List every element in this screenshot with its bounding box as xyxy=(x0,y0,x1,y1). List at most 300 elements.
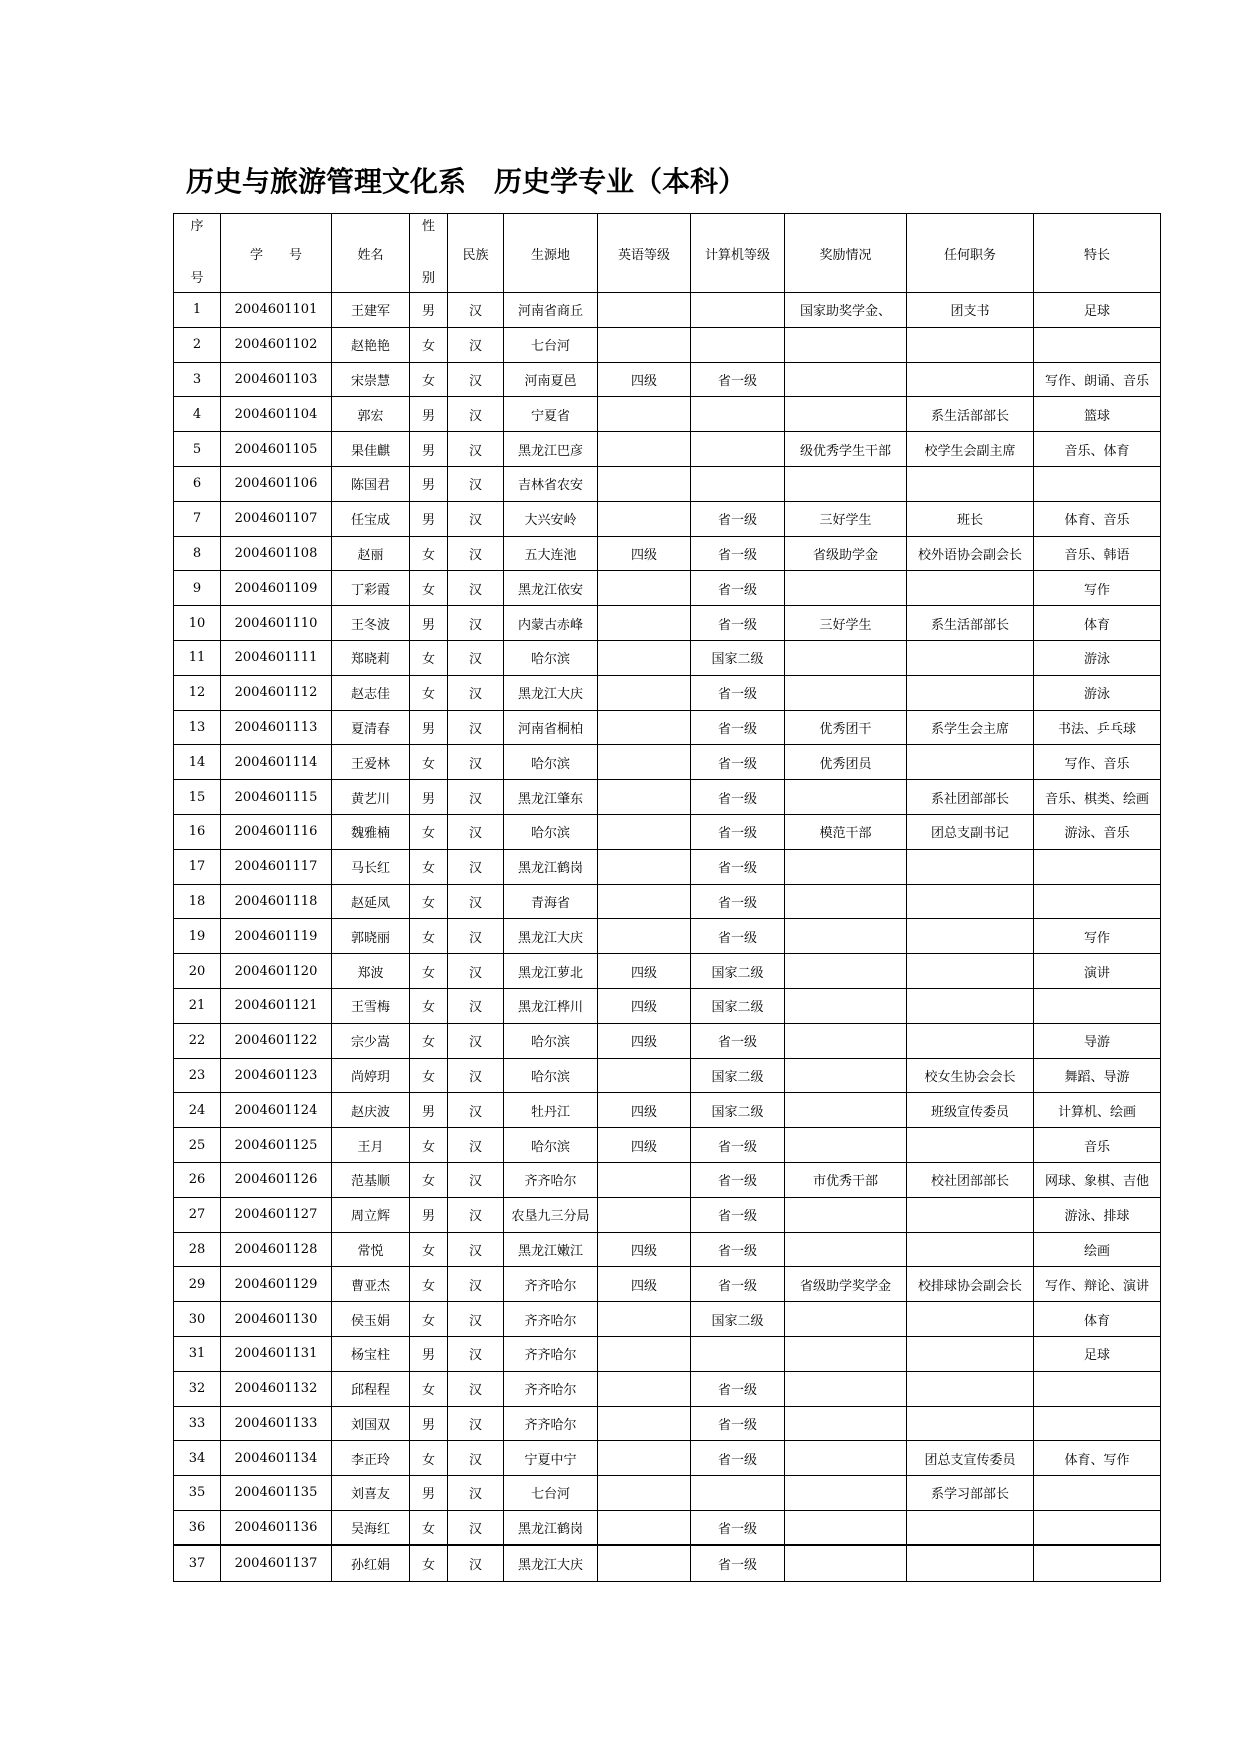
cell-origin: 七台河 xyxy=(504,1476,598,1511)
cell-student-id: 2004601135 xyxy=(221,1476,332,1511)
cell-student-id: 2004601128 xyxy=(221,1232,332,1267)
cell-computer-level: 省一级 xyxy=(691,362,785,397)
cell-awards xyxy=(785,919,907,954)
cell-gender: 女 xyxy=(410,1302,448,1337)
cell-ethnicity: 汉 xyxy=(448,1302,504,1337)
cell-gender: 男 xyxy=(410,1476,448,1511)
cell-computer-level: 国家二级 xyxy=(691,1058,785,1093)
cell-awards: 三好学生 xyxy=(785,501,907,536)
cell-gender: 女 xyxy=(410,919,448,954)
cell-computer-level: 省一级 xyxy=(691,780,785,815)
cell-name: 刘国双 xyxy=(332,1406,410,1441)
cell-gender: 女 xyxy=(410,1058,448,1093)
cell-ethnicity: 汉 xyxy=(448,745,504,780)
cell-name: 赵艳艳 xyxy=(332,327,410,362)
cell-computer-level: 国家二级 xyxy=(691,1093,785,1128)
table-row xyxy=(174,466,1161,501)
cell-student-id: 2004601134 xyxy=(221,1441,332,1476)
cell-ethnicity: 汉 xyxy=(448,1267,504,1302)
cell-gender: 男 xyxy=(410,606,448,641)
cell-specialty: 游泳、排球 xyxy=(1034,1197,1161,1232)
cell-computer-level: 省一级 xyxy=(691,884,785,919)
cell-gender: 女 xyxy=(410,1128,448,1163)
cell-position xyxy=(907,1128,1034,1163)
cell-name: 赵志佳 xyxy=(332,675,410,710)
cell-ethnicity: 汉 xyxy=(448,327,504,362)
table-row xyxy=(174,780,1161,815)
cell-awards: 省级助学金 xyxy=(785,536,907,571)
table-row xyxy=(174,432,1161,467)
cell-seq: 28 xyxy=(174,1232,221,1267)
cell-name: 王建军 xyxy=(332,293,410,328)
cell-specialty: 足球 xyxy=(1034,293,1161,328)
cell-position xyxy=(907,1023,1034,1058)
cell-english-level xyxy=(598,1302,691,1337)
cell-seq: 33 xyxy=(174,1406,221,1441)
cell-awards xyxy=(785,884,907,919)
cell-seq: 31 xyxy=(174,1336,221,1371)
cell-gender: 男 xyxy=(410,397,448,432)
cell-origin: 吉林省农安 xyxy=(504,466,598,501)
cell-position xyxy=(907,919,1034,954)
cell-specialty xyxy=(1034,849,1161,884)
cell-computer-level: 省一级 xyxy=(691,849,785,884)
cell-position xyxy=(907,1406,1034,1441)
cell-position xyxy=(907,1336,1034,1371)
cell-specialty xyxy=(1034,466,1161,501)
cell-seq: 37 xyxy=(174,1545,221,1581)
cell-computer-level: 国家二级 xyxy=(691,1302,785,1337)
table-row xyxy=(174,1302,1161,1337)
cell-seq: 19 xyxy=(174,919,221,954)
cell-awards xyxy=(785,1058,907,1093)
header-name: 姓名 xyxy=(332,214,410,293)
cell-ethnicity: 汉 xyxy=(448,571,504,606)
cell-gender: 女 xyxy=(410,675,448,710)
cell-english-level xyxy=(598,432,691,467)
cell-awards xyxy=(785,954,907,989)
cell-computer-level: 省一级 xyxy=(691,1545,785,1581)
cell-ethnicity: 汉 xyxy=(448,293,504,328)
table-row xyxy=(174,606,1161,641)
cell-student-id: 2004601115 xyxy=(221,780,332,815)
cell-specialty: 网球、象棋、吉他 xyxy=(1034,1162,1161,1197)
cell-gender: 女 xyxy=(410,849,448,884)
cell-position: 班长 xyxy=(907,501,1034,536)
cell-gender: 女 xyxy=(410,954,448,989)
cell-seq: 18 xyxy=(174,884,221,919)
cell-origin: 黑龙江萝北 xyxy=(504,954,598,989)
cell-seq: 35 xyxy=(174,1476,221,1511)
cell-position: 系学生会主席 xyxy=(907,710,1034,745)
cell-student-id: 2004601109 xyxy=(221,571,332,606)
cell-specialty: 体育、写作 xyxy=(1034,1441,1161,1476)
cell-position xyxy=(907,884,1034,919)
cell-computer-level: 省一级 xyxy=(691,1232,785,1267)
cell-seq: 3 xyxy=(174,362,221,397)
cell-gender: 男 xyxy=(410,466,448,501)
cell-ethnicity: 汉 xyxy=(448,1406,504,1441)
cell-name: 郑晓莉 xyxy=(332,640,410,675)
table-row xyxy=(174,1232,1161,1267)
cell-student-id: 2004601116 xyxy=(221,814,332,849)
cell-name: 王冬波 xyxy=(332,606,410,641)
cell-student-id: 2004601121 xyxy=(221,988,332,1023)
cell-student-id: 2004601122 xyxy=(221,1023,332,1058)
table-row xyxy=(174,362,1161,397)
cell-seq: 20 xyxy=(174,954,221,989)
cell-ethnicity: 汉 xyxy=(448,1058,504,1093)
cell-position xyxy=(907,1545,1034,1581)
cell-name: 夏清春 xyxy=(332,710,410,745)
cell-english-level xyxy=(598,571,691,606)
cell-computer-level: 国家二级 xyxy=(691,988,785,1023)
table-row xyxy=(174,1267,1161,1302)
cell-origin: 五大连池 xyxy=(504,536,598,571)
cell-name: 曹亚杰 xyxy=(332,1267,410,1302)
cell-english-level xyxy=(598,1336,691,1371)
cell-awards xyxy=(785,1371,907,1406)
cell-gender: 女 xyxy=(410,1371,448,1406)
cell-student-id: 2004601105 xyxy=(221,432,332,467)
table-row xyxy=(174,1093,1161,1128)
cell-name: 王月 xyxy=(332,1128,410,1163)
cell-student-id: 2004601129 xyxy=(221,1267,332,1302)
cell-specialty: 体育、音乐 xyxy=(1034,501,1161,536)
cell-awards xyxy=(785,849,907,884)
cell-student-id: 2004601137 xyxy=(221,1545,332,1581)
cell-computer-level: 省一级 xyxy=(691,1197,785,1232)
cell-computer-level: 省一级 xyxy=(691,675,785,710)
table-row xyxy=(174,1023,1161,1058)
cell-specialty: 写作、辩论、演讲 xyxy=(1034,1267,1161,1302)
cell-student-id: 2004601125 xyxy=(221,1128,332,1163)
cell-specialty: 体育 xyxy=(1034,1302,1161,1337)
cell-name: 宗少嵩 xyxy=(332,1023,410,1058)
cell-seq: 7 xyxy=(174,501,221,536)
cell-english-level xyxy=(598,919,691,954)
cell-ethnicity: 汉 xyxy=(448,814,504,849)
cell-position: 班级宣传委员 xyxy=(907,1093,1034,1128)
cell-computer-level xyxy=(691,327,785,362)
cell-name: 王爱林 xyxy=(332,745,410,780)
cell-name: 魏雅楠 xyxy=(332,814,410,849)
cell-name: 赵庆波 xyxy=(332,1093,410,1128)
cell-awards xyxy=(785,1476,907,1511)
cell-origin: 黑龙江大庆 xyxy=(504,1545,598,1581)
cell-student-id: 2004601131 xyxy=(221,1336,332,1371)
cell-origin: 黑龙江鹤岗 xyxy=(504,849,598,884)
cell-student-id: 2004601119 xyxy=(221,919,332,954)
cell-english-level xyxy=(598,884,691,919)
cell-position: 系社团部部长 xyxy=(907,780,1034,815)
table-row xyxy=(174,954,1161,989)
cell-ethnicity: 汉 xyxy=(448,1093,504,1128)
table-row xyxy=(174,571,1161,606)
cell-origin: 齐齐哈尔 xyxy=(504,1406,598,1441)
cell-computer-level: 省一级 xyxy=(691,606,785,641)
cell-english-level: 四级 xyxy=(598,1232,691,1267)
cell-gender: 男 xyxy=(410,1336,448,1371)
cell-awards xyxy=(785,1197,907,1232)
cell-specialty xyxy=(1034,988,1161,1023)
cell-seq: 32 xyxy=(174,1371,221,1406)
cell-awards xyxy=(785,675,907,710)
cell-position: 系生活部部长 xyxy=(907,397,1034,432)
cell-student-id: 2004601114 xyxy=(221,745,332,780)
cell-name: 任宝成 xyxy=(332,501,410,536)
cell-origin: 哈尔滨 xyxy=(504,640,598,675)
cell-name: 郭宏 xyxy=(332,397,410,432)
table-row xyxy=(174,1128,1161,1163)
cell-origin: 牡丹江 xyxy=(504,1093,598,1128)
table-row xyxy=(174,1162,1161,1197)
cell-computer-level xyxy=(691,1336,785,1371)
table-row xyxy=(174,884,1161,919)
cell-specialty: 游泳 xyxy=(1034,640,1161,675)
cell-computer-level: 省一级 xyxy=(691,1371,785,1406)
cell-specialty xyxy=(1034,884,1161,919)
cell-origin: 齐齐哈尔 xyxy=(504,1267,598,1302)
cell-specialty: 游泳、音乐 xyxy=(1034,814,1161,849)
cell-awards xyxy=(785,640,907,675)
cell-student-id: 2004601113 xyxy=(221,710,332,745)
table-row xyxy=(174,1371,1161,1406)
cell-origin: 河南省桐柏 xyxy=(504,710,598,745)
cell-position: 校排球协会副会长 xyxy=(907,1267,1034,1302)
cell-computer-level: 省一级 xyxy=(691,814,785,849)
cell-name: 邱程程 xyxy=(332,1371,410,1406)
cell-english-level xyxy=(598,1058,691,1093)
cell-student-id: 2004601102 xyxy=(221,327,332,362)
cell-computer-level: 省一级 xyxy=(691,1023,785,1058)
table-row xyxy=(174,293,1161,328)
cell-seq: 13 xyxy=(174,710,221,745)
cell-gender: 女 xyxy=(410,1162,448,1197)
cell-specialty: 音乐、体育 xyxy=(1034,432,1161,467)
cell-english-level xyxy=(598,640,691,675)
cell-english-level xyxy=(598,1371,691,1406)
cell-student-id: 2004601126 xyxy=(221,1162,332,1197)
cell-origin: 齐齐哈尔 xyxy=(504,1336,598,1371)
cell-english-level: 四级 xyxy=(598,988,691,1023)
cell-gender: 女 xyxy=(410,1545,448,1581)
cell-specialty: 书法、乒乓球 xyxy=(1034,710,1161,745)
cell-awards xyxy=(785,571,907,606)
cell-student-id: 2004601110 xyxy=(221,606,332,641)
cell-english-level xyxy=(598,1545,691,1581)
cell-origin: 齐齐哈尔 xyxy=(504,1302,598,1337)
cell-seq: 27 xyxy=(174,1197,221,1232)
cell-seq: 11 xyxy=(174,640,221,675)
cell-ethnicity: 汉 xyxy=(448,884,504,919)
cell-english-level: 四级 xyxy=(598,1128,691,1163)
cell-student-id: 2004601108 xyxy=(221,536,332,571)
cell-position xyxy=(907,988,1034,1023)
cell-gender: 女 xyxy=(410,536,448,571)
cell-gender: 女 xyxy=(410,1232,448,1267)
cell-seq: 21 xyxy=(174,988,221,1023)
cell-seq: 6 xyxy=(174,466,221,501)
table-body xyxy=(174,293,1161,1582)
cell-position: 校社团部部长 xyxy=(907,1162,1034,1197)
cell-specialty xyxy=(1034,1406,1161,1441)
cell-specialty: 写作、朗诵、音乐 xyxy=(1034,362,1161,397)
cell-origin: 黑龙江大庆 xyxy=(504,675,598,710)
cell-name: 宋崇慧 xyxy=(332,362,410,397)
cell-computer-level: 省一级 xyxy=(691,571,785,606)
cell-position: 团总支宣传委员 xyxy=(907,1441,1034,1476)
cell-origin: 齐齐哈尔 xyxy=(504,1162,598,1197)
cell-position xyxy=(907,1302,1034,1337)
table-row xyxy=(174,710,1161,745)
cell-position: 团支书 xyxy=(907,293,1034,328)
page-title: 历史与旅游管理文化系 历史学专业（本科） xyxy=(186,165,747,198)
cell-seq: 23 xyxy=(174,1058,221,1093)
cell-seq: 36 xyxy=(174,1510,221,1545)
table-row xyxy=(174,536,1161,571)
cell-student-id: 2004601112 xyxy=(221,675,332,710)
cell-origin: 黑龙江桦川 xyxy=(504,988,598,1023)
cell-ethnicity: 汉 xyxy=(448,432,504,467)
cell-name: 王雪梅 xyxy=(332,988,410,1023)
cell-english-level xyxy=(598,1510,691,1545)
cell-specialty: 计算机、绘画 xyxy=(1034,1093,1161,1128)
cell-origin: 齐齐哈尔 xyxy=(504,1371,598,1406)
cell-name: 尚婷玥 xyxy=(332,1058,410,1093)
cell-student-id: 2004601118 xyxy=(221,884,332,919)
cell-origin: 青海省 xyxy=(504,884,598,919)
cell-awards: 市优秀干部 xyxy=(785,1162,907,1197)
cell-position xyxy=(907,571,1034,606)
table-row xyxy=(174,1197,1161,1232)
cell-english-level: 四级 xyxy=(598,1267,691,1302)
cell-specialty: 音乐、韩语 xyxy=(1034,536,1161,571)
cell-specialty: 演讲 xyxy=(1034,954,1161,989)
cell-gender: 男 xyxy=(410,780,448,815)
cell-english-level xyxy=(598,1197,691,1232)
cell-computer-level: 省一级 xyxy=(691,1510,785,1545)
cell-position xyxy=(907,362,1034,397)
cell-student-id: 2004601123 xyxy=(221,1058,332,1093)
cell-name: 黄艺川 xyxy=(332,780,410,815)
cell-english-level: 四级 xyxy=(598,954,691,989)
cell-english-level xyxy=(598,466,691,501)
cell-specialty: 游泳 xyxy=(1034,675,1161,710)
cell-english-level xyxy=(598,1476,691,1511)
cell-student-id: 2004601104 xyxy=(221,397,332,432)
cell-specialty: 体育 xyxy=(1034,606,1161,641)
cell-specialty xyxy=(1034,1371,1161,1406)
cell-origin: 哈尔滨 xyxy=(504,1023,598,1058)
cell-ethnicity: 汉 xyxy=(448,1441,504,1476)
cell-english-level xyxy=(598,606,691,641)
table-row xyxy=(174,1441,1161,1476)
cell-specialty xyxy=(1034,1510,1161,1545)
cell-computer-level: 省一级 xyxy=(691,919,785,954)
cell-gender: 女 xyxy=(410,884,448,919)
cell-awards xyxy=(785,1406,907,1441)
header-specialty: 特长 xyxy=(1034,214,1161,293)
cell-awards: 优秀团员 xyxy=(785,745,907,780)
cell-seq: 29 xyxy=(174,1267,221,1302)
cell-origin: 黑龙江巴彦 xyxy=(504,432,598,467)
cell-english-level: 四级 xyxy=(598,1023,691,1058)
cell-origin: 黑龙江大庆 xyxy=(504,919,598,954)
cell-ethnicity: 汉 xyxy=(448,466,504,501)
cell-gender: 女 xyxy=(410,362,448,397)
cell-seq: 12 xyxy=(174,675,221,710)
cell-student-id: 2004601130 xyxy=(221,1302,332,1337)
cell-name: 郭晓丽 xyxy=(332,919,410,954)
cell-computer-level xyxy=(691,466,785,501)
cell-specialty xyxy=(1034,1545,1161,1581)
cell-gender: 女 xyxy=(410,814,448,849)
cell-gender: 女 xyxy=(410,1023,448,1058)
table-row xyxy=(174,501,1161,536)
cell-english-level xyxy=(598,710,691,745)
cell-awards xyxy=(785,397,907,432)
cell-seq: 16 xyxy=(174,814,221,849)
cell-seq: 2 xyxy=(174,327,221,362)
cell-seq: 4 xyxy=(174,397,221,432)
cell-student-id: 2004601106 xyxy=(221,466,332,501)
cell-name: 孙红娟 xyxy=(332,1545,410,1581)
cell-student-id: 2004601103 xyxy=(221,362,332,397)
cell-gender: 女 xyxy=(410,1441,448,1476)
cell-name: 赵延凤 xyxy=(332,884,410,919)
cell-seq: 26 xyxy=(174,1162,221,1197)
cell-gender: 女 xyxy=(410,1510,448,1545)
cell-gender: 女 xyxy=(410,745,448,780)
cell-seq: 22 xyxy=(174,1023,221,1058)
table-row xyxy=(174,1545,1161,1581)
cell-seq: 1 xyxy=(174,293,221,328)
cell-specialty: 写作 xyxy=(1034,571,1161,606)
cell-computer-level: 省一级 xyxy=(691,1162,785,1197)
cell-student-id: 2004601124 xyxy=(221,1093,332,1128)
cell-awards: 三好学生 xyxy=(785,606,907,641)
cell-computer-level: 省一级 xyxy=(691,1128,785,1163)
cell-computer-level xyxy=(691,293,785,328)
cell-ethnicity: 汉 xyxy=(448,988,504,1023)
cell-position: 系生活部部长 xyxy=(907,606,1034,641)
cell-origin: 黑龙江肇东 xyxy=(504,780,598,815)
cell-origin: 黑龙江依安 xyxy=(504,571,598,606)
cell-seq: 5 xyxy=(174,432,221,467)
cell-specialty: 音乐 xyxy=(1034,1128,1161,1163)
cell-seq: 15 xyxy=(174,780,221,815)
cell-awards xyxy=(785,1302,907,1337)
cell-position xyxy=(907,954,1034,989)
cell-gender: 男 xyxy=(410,710,448,745)
cell-gender: 男 xyxy=(410,293,448,328)
cell-seq: 17 xyxy=(174,849,221,884)
cell-ethnicity: 汉 xyxy=(448,1232,504,1267)
cell-specialty xyxy=(1034,1476,1161,1511)
table-row xyxy=(174,1476,1161,1511)
cell-gender: 男 xyxy=(410,1406,448,1441)
cell-english-level xyxy=(598,293,691,328)
table-row xyxy=(174,640,1161,675)
cell-ethnicity: 汉 xyxy=(448,954,504,989)
cell-origin: 内蒙古赤峰 xyxy=(504,606,598,641)
cell-ethnicity: 汉 xyxy=(448,640,504,675)
header-seq: 序 号 xyxy=(174,214,221,293)
cell-english-level: 四级 xyxy=(598,362,691,397)
cell-name: 侯玉娟 xyxy=(332,1302,410,1337)
table-row xyxy=(174,1336,1161,1371)
